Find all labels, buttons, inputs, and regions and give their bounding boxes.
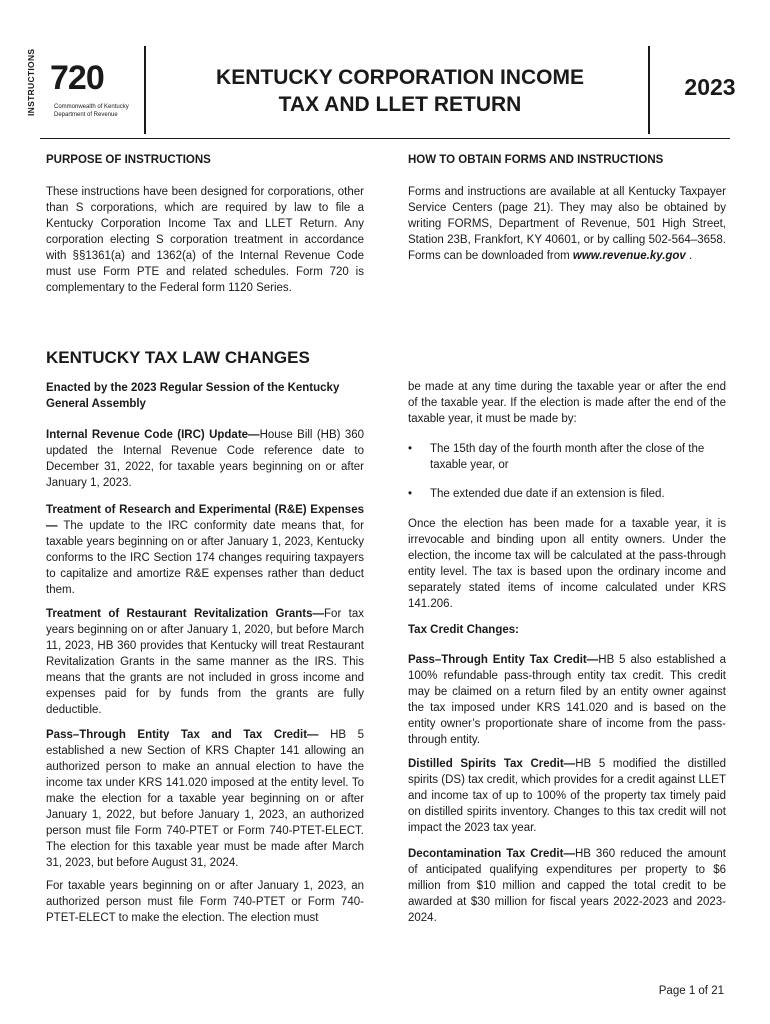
tax-credit-changes-heading: Tax Credit Changes: (408, 624, 519, 636)
pte-credit-paragraph: Pass–Through Entity Tax Credit—HB 5 also established a 100% refundable pass-through entity tax credit. This credit may be claimed on a return filed by an entity owner against the tax imposed under KRS 141.020 and is based on the entity owner’s proportionate share of income from the pass-through entity. (408, 654, 726, 746)
law-changes-heading: KENTUCKY TAX LAW CHANGES (46, 348, 310, 367)
instructions-label: INSTRUCTIONS (26, 48, 36, 116)
election-irrevocable-paragraph: Once the election has been made for a taxable year, it is irrevocable and binding upon all entity owners. Under the election, the income tax will be calculated at the pass-through entity level. The tax is based upon the ordinary income and separately stated items of income calculated under KRS 141.206. (408, 518, 726, 610)
header-rule (40, 138, 730, 139)
list-item: • The extended due date if an extension is filed. (408, 488, 665, 500)
bullet-icon: • (408, 488, 413, 500)
irc-update-paragraph: Internal Revenue Code (IRC) Update—House Bill (HB) 360 updated the Internal Revenue Code reference date to December 31, 2022, for taxable years beginning on or after January 1, 2023. (46, 429, 365, 489)
purpose-body: These instructions have been designed for corporations, other than S corporations, which are required by law to file a Kentucky Corporation Income Tax and LLET Return. Any corporation electing S corporation treatment in accordance with §§1361(a) and 1362(a) of the Internal Revenue Code must use Form PTE and related schedules. Form 720 is complementary to the Federal form 1120 Series. (46, 186, 364, 294)
obtain-body: Forms and instructions are available at all Kentucky Taxpayer Service Centers (page 21). They may also be obtained by writing FORMS, Department of Revenue, 501 High Street, Station 23B, Frankfort, KY 40601, or by calling 502-564–3658. Forms can be downloaded from www.revenue.ky.gov . (408, 186, 726, 262)
header-divider-left (144, 46, 146, 134)
page-title: KENTUCKY CORPORATION INCOME TAX AND LLET RETURN (216, 66, 584, 116)
list-item: • The 15th day of the fourth month after the close of the taxable year, or (408, 443, 705, 471)
bullet-icon: • (408, 443, 413, 455)
agency-name: Commonwealth of Kentucky Department of Revenue (54, 104, 129, 118)
pte-tax-paragraph: Pass–Through Entity Tax and Tax Credit— HB 5 established a new Section of KRS Chapter 141 allowing an authorized person to make an annual election to have the income tax under KRS 141.020 imposed at the entity level. To make the election for a taxable year beginning on or after January 1, 2022, but before January 1, 2023, an authorized person must file Form 740-PTET or Form 740-PTET-ELECT. The election for this taxable year must be made after March 31, 2023, but before August 31, 2024. (46, 729, 364, 869)
revenue-link[interactable]: www.revenue.ky.gov (572, 250, 686, 262)
purpose-heading: PURPOSE OF INSTRUCTIONS (46, 154, 211, 166)
obtain-heading: HOW TO OBTAIN FORMS AND INSTRUCTIONS (408, 154, 664, 166)
decontamination-paragraph: Decontamination Tax Credit—HB 360 reduced the amount of anticipated qualifying expenditures per property to $6 million from $10 million and capped the total credit to be awarded at $30 million for fiscal years 2022-2023 and 2023-2024. (408, 848, 726, 924)
form-number: 720 (50, 59, 104, 97)
enacted-subheading: Enacted by the 2023 Regular Session of the Kentucky General Assembly (46, 382, 340, 410)
restaurant-grants-paragraph: Treatment of Restaurant Revitalization Grants—For tax years beginning on or after January 1, 2020, but before March 11, 2023, HB 360 provides that Kentucky will treat Restaurant Revitalization Grants in the same manner as the IRS. This means that the grants are not included in gross income and expenses paid for by funds from the grants are fully deductible. (46, 608, 364, 716)
page-number: Page 1 of 21 (658, 985, 724, 997)
pte-tax-paragraph-continued: For taxable years beginning on or after January 1, 2023, an authorized person must file Form 740-PTET or Form 740-PTET-ELECT to make the election. The election must (46, 880, 364, 924)
tax-year: 2023 (684, 74, 736, 100)
election-continued-paragraph: be made at any time during the taxable year or after the end of the taxable year. If the election is made after the end of the taxable year, it must be made by: (408, 381, 726, 425)
rd-expenses-paragraph: Treatment of Research and Experimental (R&E) Expenses— The update to the IRC conformity date means that, for taxable years beginning on or after January 1, 2023, Kentucky conforms to the IRC Section 174 changes requiring taxpayers to capitalize and amortize R&E expenses rather than deduct them. (46, 504, 364, 596)
distilled-spirits-paragraph: Distilled Spirits Tax Credit—HB 5 modified the distilled spirits (DS) tax credit, which provides for a credit against LLET and income tax of up to 100% of the property tax timely paid on distilled spirits inventory. Changes to this tax credit will not impact the 2023 tax year. (408, 758, 726, 834)
